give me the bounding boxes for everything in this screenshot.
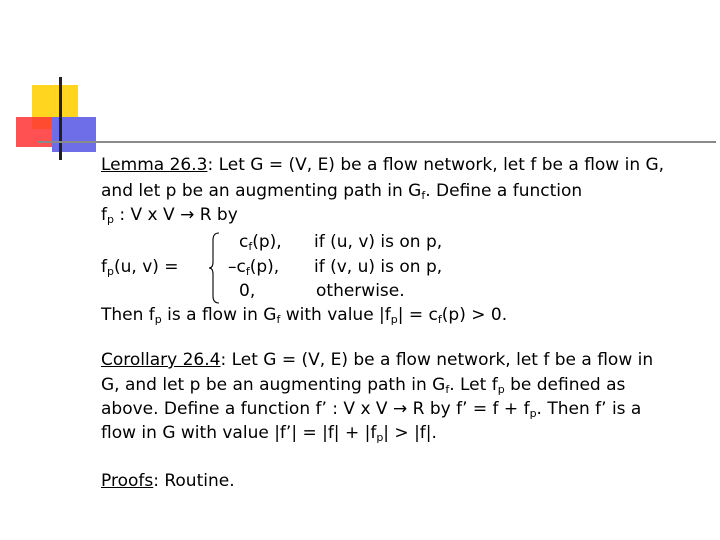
- maps-to-arrow-icon: →: [180, 205, 195, 225]
- corollary-line-1: Corollary 26.4: Let G = (V, E) be a flow network, let f be a flow in: [101, 350, 654, 370]
- case-3-condition: otherwise.: [316, 281, 405, 301]
- lemma-line-2: and let p be an augmenting path in $G_f$. Define a function: [101, 181, 583, 202]
- title-divider-line: [38, 141, 716, 143]
- proofs-line: Proofs: Routine.: [101, 471, 235, 491]
- corollary-title: Corollary 26.4: [101, 350, 221, 370]
- case-1-condition: if (u, v) is on p,: [314, 232, 443, 252]
- proofs-title: Proofs: [101, 471, 154, 491]
- decor-vertical-line: [59, 77, 62, 160]
- corollary-line-3: above. Define a function f’ : V x V → R by f’ = $f + f_p$. Then f’ is a: [101, 399, 642, 420]
- case-1-value: $c_f(p)$,: [239, 232, 282, 253]
- case-2-condition: if (v, u) is on p,: [314, 257, 443, 277]
- left-brace-icon: [208, 232, 220, 304]
- lemma-line-3: $f_p$ : V x V → R by: [101, 205, 238, 226]
- definition-lhs: $f_p(u$, v) =: [101, 257, 179, 278]
- lemma-conclusion: Then $f_p$ is a flow in $G_f$ with value $|f_p| = c_f(p) > 0$.: [101, 305, 508, 326]
- case-3-value: 0,: [239, 281, 256, 301]
- lemma-title: Lemma 26.3: [101, 155, 208, 175]
- corollary-line-2: G, and let p be an augmenting path in $G_f$. Let $f_p$ be defined as: [101, 375, 626, 396]
- corollary-line-4: flow in G with value |f’| = $|f| + |f_p| > |f|$.: [101, 423, 437, 444]
- case-2-value: $-c_f(p)$,: [228, 257, 280, 278]
- lemma-line-1: Lemma 26.3: Let G = (V, E) be a flow network, let f be a flow in G,: [101, 155, 665, 175]
- maps-to-arrow-icon: →: [392, 399, 408, 419]
